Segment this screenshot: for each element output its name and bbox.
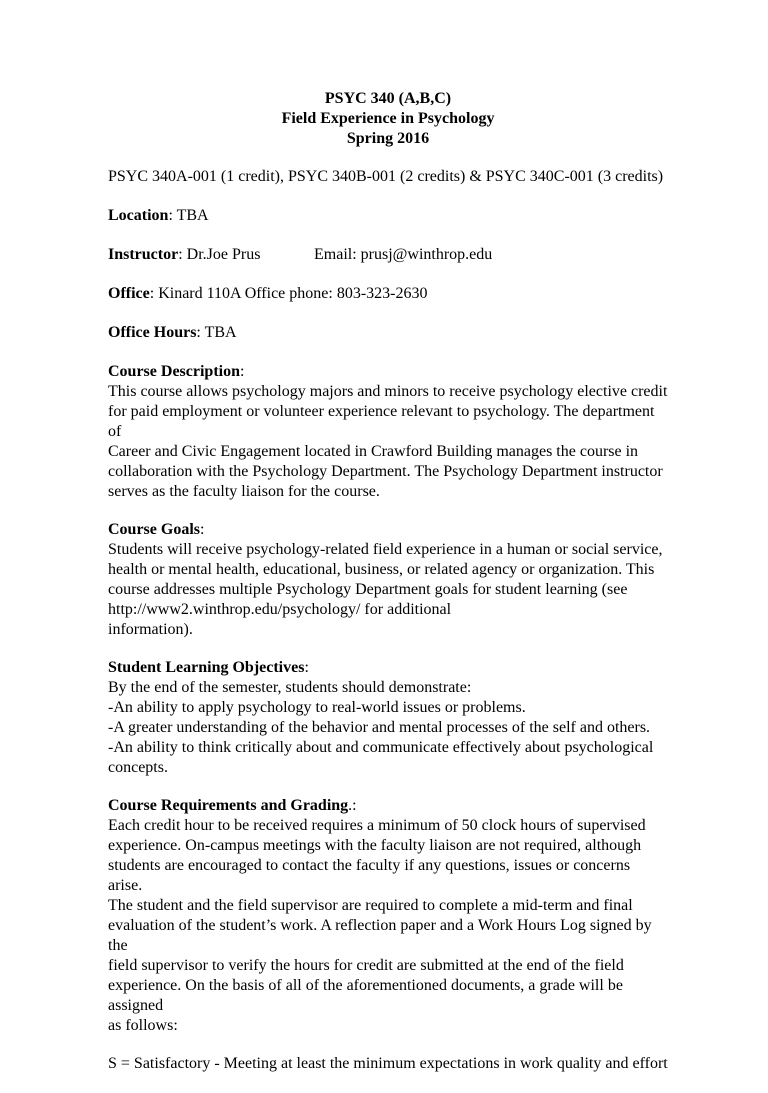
text-line: collaboration with the Psychology Department. The Psychology Department instructor	[108, 463, 663, 480]
course-description-heading: Course Description:	[108, 363, 245, 380]
text-line: The student and the field supervisor are required to complete a mid-term and final	[108, 897, 633, 914]
instructor-email: Email: prusj@winthrop.edu	[314, 246, 493, 263]
location-value: : TBA	[168, 207, 209, 224]
course-description-body	[108, 382, 668, 502]
course-goals-body	[108, 540, 668, 640]
course-code: PSYC 340 (A,B,C)	[324, 90, 452, 107]
objective-item: -A greater understanding of the behavior and mental processes of the self and others.	[108, 719, 651, 736]
text-line: By the end of the semester, students should demonstrate:	[108, 679, 472, 696]
text-line: concepts.	[108, 759, 168, 776]
document-page	[108, 89, 668, 1093]
grade-satisfactory-line: S = Satisfactory - Meeting at least the minimum expectations in work quality and effort	[108, 1055, 668, 1072]
text-line: This course allows psychology majors and minors to receive psychology elective credit	[108, 383, 668, 400]
course-goals-section	[108, 520, 668, 640]
office-label: Office	[108, 285, 150, 302]
requirements-heading: Course Requirements and Grading.:	[108, 797, 357, 814]
text-line: for paid employment or volunteer experience relevant to psychology. The department of	[108, 403, 655, 440]
course-goals-heading: Course Goals:	[108, 521, 205, 538]
text-line: evaluation of the student’s work. A reflection paper and a Work Hours Log signed by the	[108, 917, 652, 954]
text-line: experience. On-campus meetings with the faculty liaison are not required, although	[108, 837, 642, 854]
office-hours-label: Office Hours	[108, 324, 197, 341]
course-description-section	[108, 362, 668, 502]
instructor-value: : Dr.Joe Prus	[178, 246, 261, 263]
instructor-label: Instructor	[108, 246, 179, 263]
instructor-line	[108, 245, 668, 265]
objective-item: -An ability to apply psychology to real-world issues or problems.	[108, 699, 526, 716]
text-line: health or mental health, educational, business, or related agency or organization. This	[108, 561, 655, 578]
learning-objectives-heading: Student Learning Objectives:	[108, 659, 309, 676]
learning-objectives-section	[108, 658, 668, 778]
psychology-url-line: http://www2.winthrop.edu/psychology/ for additional	[108, 601, 452, 618]
text-line: students are encouraged to contact the faculty if any questions, issues or concerns arise.	[108, 857, 631, 894]
text-line: serves as the faculty liaison for the course.	[108, 483, 380, 500]
document-title-block	[108, 89, 668, 149]
text-line: course addresses multiple Psychology Department goals for student learning (see	[108, 581, 628, 598]
objective-item: -An ability to think critically about and communicate effectively about psychological	[108, 739, 654, 756]
text-line: Students will receive psychology-related field experience in a human or social service,	[108, 541, 663, 558]
course-title: Field Experience in Psychology	[281, 110, 495, 127]
course-term: Spring 2016	[346, 130, 430, 147]
text-line: Each credit hour to be received requires a minimum of 50 clock hours of supervised	[108, 817, 646, 834]
requirements-body	[108, 816, 668, 1036]
text-line: experience. On the basis of all of the aforementioned documents, a grade will be assigned	[108, 977, 623, 1014]
text-line: Career and Civic Engagement located in Crawford Building manages the course in	[108, 443, 639, 460]
office-hours-value: : TBA	[196, 324, 237, 341]
requirements-section	[108, 796, 668, 1036]
text-line: field supervisor to verify the hours for credit are submitted at the end of the field	[108, 957, 624, 974]
office-line	[108, 284, 668, 304]
location-label: Location	[108, 207, 169, 224]
office-hours-line	[108, 323, 668, 343]
office-value: : Kinard 110A Office phone: 803-323-2630	[149, 285, 428, 302]
text-line: as follows:	[108, 1017, 178, 1034]
location-line	[108, 206, 668, 226]
learning-objectives-body	[108, 678, 668, 778]
text-line: information).	[108, 621, 193, 638]
course-sections-line: PSYC 340A-001 (1 credit), PSYC 340B-001 (2 credits) & PSYC 340C-001 (3 credits)	[108, 168, 664, 185]
